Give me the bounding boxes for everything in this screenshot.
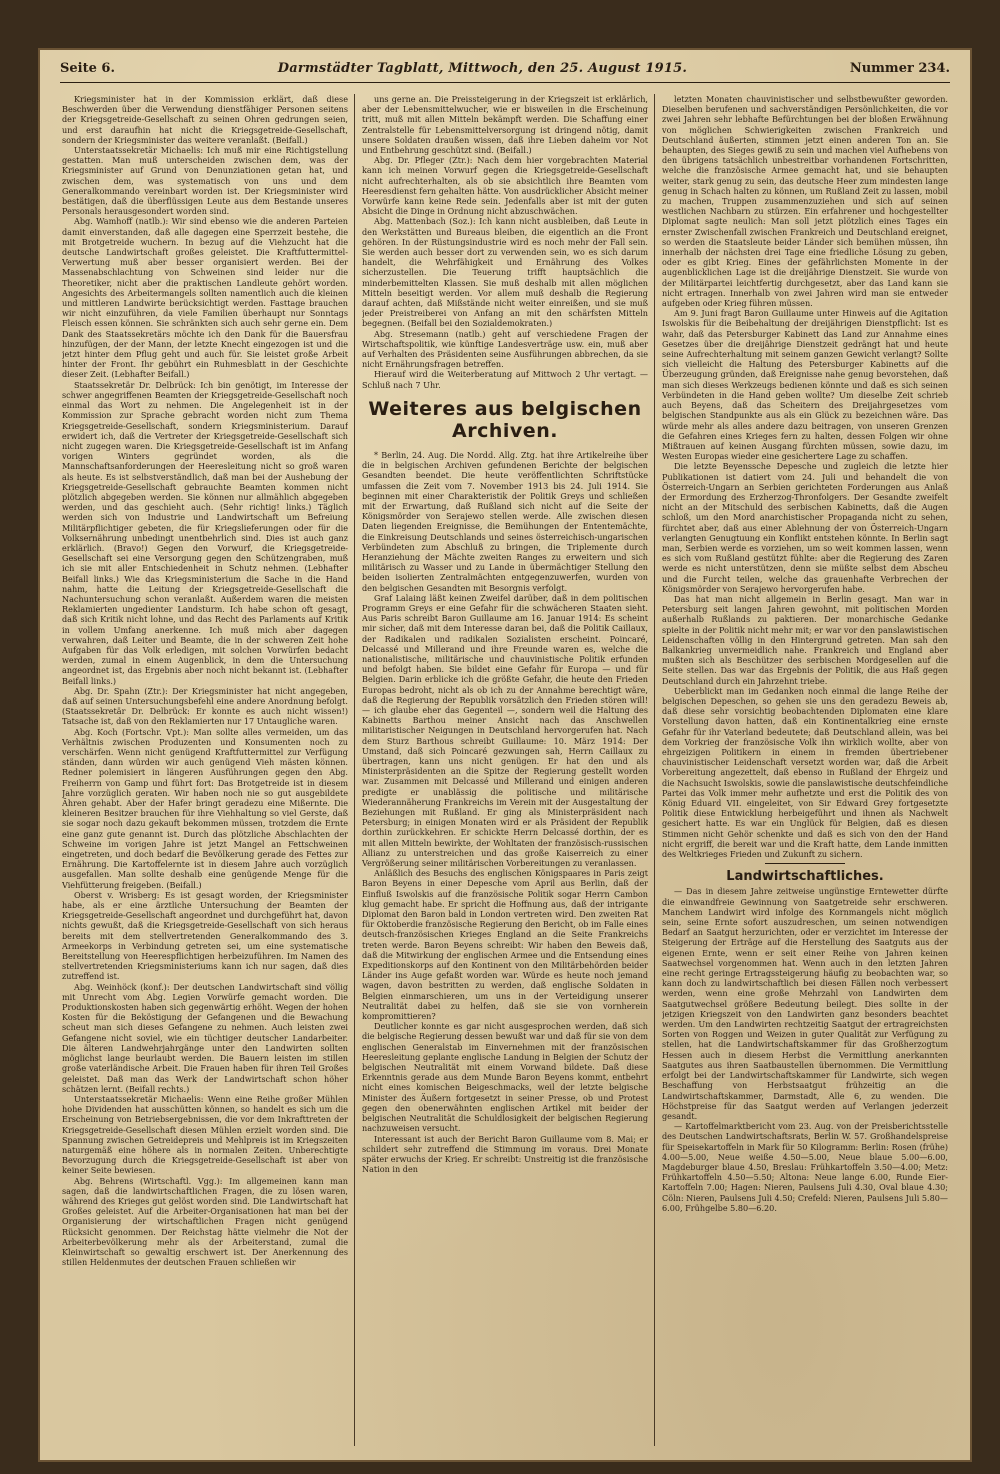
paragraph: uns gerne an. Die Preissteigerung in der Kriegszeit ist erklärlich, aber der Lebensmittelwucher, wie er bisweilen in die Erscheinung tritt, muß mit allen Mitteln bekämpft werden. Die Schaffung einer Zentralstelle für Lebensmittelversorgung ist dringend nötig, damit unsere Soldaten draußen wissen, daß ihre Lieben daheim vor Not und Entbehrung geschützt sind. (Beifall.) <box>362 94 648 156</box>
column-divider <box>654 94 655 1446</box>
paragraph: Graf Lalaing läßt keinen Zweifel darüber, daß in dem politischen Programm Greys er eine Gefahr für die schwächeren Staaten sieht. Aus Paris schreibt Baron Guillaume am 16. Januar 1914: Es scheint mir sicher, daß mit dem Interesse daran bei, daß die Politik Caillaux, der Radikalen und radikalen Sozialisten erscheint. Poincaré, Delcassé und Millerand und ihre Freunde waren es, welche die nationalistische, militärische und chauvinistische Politik erfunden und befolgt haben. Sie bildet eine Gefahr für Europa — und für Belgien. Darin erblicke ich die größte Gefahr, die heute den Frieden Europas bedroht, nicht als ob ich zu der Annahme berechtigt wäre, daß die Regierung der Republik vorsätzlich den Frieden stören will! — ich glaube eher das Gegenteil —, sondern weil die Haltung des Kabinetts Barthou meiner Ansicht nach das Anschwellen militaristischer Neigungen in Deutschland hervorgerufen hat. Nach dem Sturz Barthous schreibt Guillaume: 10. März 1914: Der Umstand, daß sich Poincaré gezwungen sah, Herrn Caillaux zu übertragen, kann uns nicht genügen. Er hat den und als Ministerpräsidenten an die Spitze der Regierung gestellt worden war. Zusammen mit Delcassé und Millerand und einigen anderen predigte er unablässig die politische und militärische Wiederannäherung Frankreichs im Verein mit der Ausgestaltung der Beziehungen mit Rußland. Er ging als Ministerpräsident nach Petersburg; in einigen Monaten wird er als Präsident der Republik dorthin zurückkehren. Er schickte Herrn Delcassé dorthin, der es mit allen Mitteln bewirkte, der Wohltaten der französisch-russischen Allianz zu unterstreichen und das große Kaiserreich zu einer Vergrößerung seiner militärischen Vorbereitungen zu veranlassen. <box>362 592 648 869</box>
section-heading: Landwirtschaftliches. <box>726 869 884 885</box>
paragraph: Hierauf wird die Weiterberatung auf Mittwoch 2 Uhr vertagt. — Schluß nach 7 Uhr. <box>362 369 648 390</box>
paragraph: * Berlin, 24. Aug. Die Nordd. Allg. Ztg. hat ihre Artikelreihe über die in belgischen Archiven gefundenen Berichte der belgischen Gesandten beendet. Die heute veröffentlichten Schriftstücke umfassen die Zeit vom 7. November 1913 bis 24. Juli 1914. Sie beginnen mit einer Charakteristik der Politik Greys und schließen mit der Erwartung, daß Rußland sich nicht auf die Seite der Königsmörder von Serajewo stellen werde. Alle zwischen diesen Daten liegenden Ereignisse, die Bemühungen der Ententemächte, die Einkreisung Deutschlands und seines österreichisch-ungarischen Verbündeten zum Abschluß zu bringen, die Triplemente durch Heranziehung der Mächte zweiten Ranges zu erweitern und sich militärisch zu Wasser und zu Lande in übermächtiger Stellung den beiden isolierten Zentralmächten entgegenzuwerfen, wurden von den belgischen Gesandten mit Besorgnis verfolgt. <box>362 449 648 593</box>
paragraph: Abg. Koch (Fortschr. Vpt.): Man sollte alles vermeiden, um das Verhältnis zwischen Produzenten und Konsumenten noch zu verschärfen. Wenn nicht genügend Kraftfuttermittel zur Verfügung ständen, dann würden wir auch genügend Vieh mästen können. Redner polemisiert in längeren Ausführungen gegen den Abg. Freiherrn von Gamp und führt fort: Das Brotgetreide ist in diesem Jahre vorzüglich geraten. Wir haben noch nie so gut ausgebildete Ähren gehabt. Aber der Hafer bringt geradezu eine Mißernte. Die kleineren Besitzer brauchen für ihre Viehhaltung so viel Gerste, daß sie sogar noch dazu gekauft bekommen müssen, trotzdem die Ernte eine ganz gute genannt ist. Durch das plötzliche Abschlachten der Schweine im vorigen Jahre ist jetzt Mangel an Fettschweinen eingetreten, und doch bedarf die Bevölkerung gerade des Fettes zur Ernährung. Die Kartoffelernte ist in diesem Jahre auch vorzüglich ausgefallen. Man sollte deshalb eine genügende Menge für die Viehfütterung freigeben. (Beifall.) <box>62 726 348 890</box>
paragraph: — Kartoffelmarktbericht vom 23. Aug. von der Preisberichtsstelle des Deutschen Landwirtschaftsrats, Berlin W. 57. Großhandelspreise für Speisekartoffeln in Mark für 50 Kilogramm: Berlin: Rosen (frühe) 4.00—5.00, Neue weiße 4.50—5.00, Neue blaue 5.00—6.00, Magdeburger blaue 4.50, Breslau: Frühkartoffeln 3.50—4.00; Metz: Frühkartoffeln 4.50—5.50; Altona: Neue lange 6.00, Runde Eier-Kartoffeln 7.00; Hagen: Nieren, Paulsens Juli 4.30, Oval blaue 4.30; Cöln: Nieren, Paulsens Juli 4.50; Crefeld: Nieren, Paulsens Juli 5.80—6.00, Frühgelbe 5.80—6.20. <box>662 1121 948 1213</box>
paragraph: Staatssekretär Dr. Delbrück: Ich bin genötigt, im Interesse der schwer angegriffenen Beamten der Kriegsgetreide-Gesellschaft noch einmal das Wort zu nehmen. Die Angelegenheit ist in der Kommission zur Sprache gebracht worden nicht zum Thema Kriegsgetreide-Gesellschaft, sondern Kriegsministerium. Darauf erwidert ich, daß die Vertreter der Kriegsgetreide-Gesellschaft sich nicht zugegen waren. Die Kriegsgetreide-Gesellschaft ist im Anfang vorigen Winters gegründet worden, als die Mannschaftsanforderungen der Heeresleitung nicht so groß waren als heute. Es ist selbstverständlich, daß man bei der Aushebung der Kriegsgetreide-Gesellschaft gebrauchte Beamten kommen nicht plötzlich abgegeben werden. Sie können nur allmählich abgegeben werden, und das geschieht auch. (Sehr richtig! links.) Täglich werden sich von Industrie und Landwirtschaft um Befreiung Militärpflichtiger gebeten, die für Kriegslieferungen oder für die Volksernährung unbedingt unentbehrlich sind. Dies ist auch ganz erklärlich. (Bravo!) Gegen den Vorwurf, die Kriegsgetreide-Gesellschaft sei eine Versorgung gegen den Schützengraben, muß ich sie mit aller Entschiedenheit in Schutz nehmen. (Lebhafter Beifall links.) Wie das Kriegsministerium die Sache in die Hand nahm, hatte die Leitung der Kriegsgetreide-Gesellschaft die Nachuntersuchung schon veranlaßt. Außerdem waren die meisten Reklamierten ungedienter Landsturm. Ich habe schon oft gesagt, daß sich Kritik nicht lohne, und das Recht des Parlaments auf Kritik in vollem Umfang anerkenne. Ich muß mich aber dagegen verwahren, daß Leiter und Beamte, die in der schweren Zeit hohe Aufgaben für das Volk erledigen, mit solchen Vorwürfen bedacht werden, zumal in einem Augenblick, in dem die Untersuchung angeordnet ist, das Ergebnis aber noch nicht bekannt ist. (Lebhafter Beifall links.) <box>62 379 348 686</box>
paragraph: Das hat man nicht allgemein in Berlin gesagt. Man war in Petersburg seit langen Jahren gewohnt, mit politischen Morden außerhalb Rußlands zu paktieren. Der monarchische Gedanke spielte in der Politik nicht mehr mit; er war vor den panslawistischen Leidenschaften völlig in den Hintergrund getreten. Man sah den Balkankrieg unvermeidlich nahe. Frankreich und England aber mußten sich als Beschützer des serbischen Mordgesellen auf die Seite stellen. Das war das Ergebnis der Politik, die aus Haß gegen Deutschland durch ein Jahrzehnt triebe. <box>662 593 948 686</box>
paragraph: Die letzte Beyenssche Depesche und zugleich die letzte hier Publikationen ist datiert vom 24. Juli und behandelt die von Österreich-Ungarn an Serbien gerichteten Forderungen aus Anlaß der Ermordung des Erzherzog-Thronfolgers. Der Gesandte zweifelt nicht an der Mitschuld des serbischen Kabinetts, daß die Augen schloß, um den Mord anarchistischer Propaganda nicht zu sehen, fürchtet aber, daß aus einer Ablehnung der von Österreich-Ungarn verlangten Genugtuung ein Konflikt entstehen könnte. In Berlin sagt man, Serbien werde es vorziehen, um so weit kommen lassen, wenn es sich vom Rußland gestützt fühlte: aber die Regierung des Zaren werde es nicht unterstützen, denn sie müßte selbst dem Abscheu und die Furcht teilen, welche das grauenhafte Verbrechen der Königsmörder von Serajewo hervorgerufen habe. <box>662 461 948 594</box>
section-divider <box>765 863 845 864</box>
issue-number: Nummer 234. <box>849 60 950 76</box>
paragraph: letzten Monaten chauvinistischer und selbstbewußter geworden. Dieselben berufenen und sachverständigen Persönlichkeiten, die vor zwei Jahren sehr lebhafte Befürchtungen bei der bloßen Erwähnung von möglichen Schwierigkeiten zwischen Frankreich und Deutschland äußerten, stimmen jetzt einen anderen Ton an. Sie behaupten, des Sieges gewiß zu sein und machen viel Aufhebens von den übrigens tatsächlich unbestreitbar vorhandenen Fortschritten, welche die französische Armee gemacht hat, und sie behaupten weiter, stark genug zu sein, das deutsche Heer zum mindesten lange genug in Schach halten zu können, um Rußland Zeit zu lassen, mobil zu machen, Truppen zusammenzuziehen und sich auf seinen westlichen Nachbarn zu stürzen. Ein erfahrener und hochgestellter Diplomat sagte neulich: Man soll jetzt plötzlich eines Tages ein ernster Zwischenfall zwischen Frankreich und Deutschland ereignet, so werden die Staatsleute beider Länder sich bemühen müssen, ihn innerhalb der nächsten drei Tage eine friedliche Lösung zu geben, oder es gibt Krieg. Eines der gefährlichsten Momente in der augenblicklichen Lage ist die dreijährige Dienstzeit. Sie wurde von der Militärpartei leichtfertig durchgesetzt, aber das Land kann sie nicht ertragen. Innerhalb von zwei Jahren wird man sie entweder aufgeben oder Krieg führen müssen. <box>662 94 948 309</box>
paragraph: Am 9. Juni fragt Baron Guillaume unter Hinweis auf die Agitation Iswolskis für die Beibehaltung der dreijährigen Dienstpflicht: Ist es wahr, daß das Petersburger Kabinett das Land zur Annahme eines Gesetzes über die dreijährige Dienstzeit gedrängt hat und heute seine Aufrechterhaltung mit seinem ganzen Gewicht verlangt? Sollte sich vielleicht die Haltung des Petersburger Kabinetts auf die Überzeugung gründen, daß Ereignisse nahe genug bevorstehen, daß man sich dieses Werkzeugs bedienen könnte und daß es sich seinen Verbündeten in die Hand geben wollte? Um dieselbe Zeit schrieb auch Beyens, daß das Scheitern des Dreijahrgesetzes vom belgischen Standpunkte aus als ein Glück zu bezeichnen wäre. Das würde mehr als alles andere dazu beitragen, von unseren Grenzen die Gefahren eines Krieges fern zu halten, dessen Folgen wir ohne Mißtrauen auf keinen Ausgang fürchten müssen, sowie dazu, im Westen Europas wieder eine gesichertere Lage zu schaffen. <box>662 308 948 462</box>
paragraph: Abg. Dr. Pfleger (Ztr.): Nach dem hier vorgebrachten Material kann ich meinen Vorwurf gegen die Kriegsgetreide-Gesellschaft nicht aufrechterhalten, als ob sie absichtlich ihre Beamten vom Heeresdienst fern gehalten hätte. Von ausdrücklicher Absicht meiner Vorwürfe kann keine Rede sein. Jedenfalls aber ist mit der guten Absicht die Dinge in Ordnung nicht abzuschwächen. <box>362 155 648 217</box>
paragraph: Unterstaatssekretär Michaelis: Ich muß mir eine Richtigstellung gestatten. Man muß unterscheiden zwischen dem, was der Kriegsminister auf Grund von Denunziationen getan hat, und zwischen dem, was systematisch von uns und dem Generalkommando vereinbart worden ist. Der Kriegsminister wird bestätigen, daß die überflüssigen Leute aus dem Bestande unseres Personals herausgesondert worden sind. <box>62 145 348 217</box>
paragraph: Oberst v. Wrisberg: Es ist gesagt worden, der Kriegsminister habe, als er eine ärztliche Untersuchung der Beamten der Kriegsgetreide-Gesellschaft angeordnet und durchgeführt hat, davon nichts gewußt, daß die Kriegsgetreide-Gesellschaft von sich heraus bereits mit dem stellvertretenden Generalkommando des 3. Armeekorps in Verbindung getreten sei, um eine systematische Bereitstellung von Heerespflichtigen herbeizuführen. Im Namen des stellvertretenden Kriegsministeriums kann ich nur sagen, daß dies zutreffend ist. <box>62 889 348 982</box>
newspaper-page <box>40 50 970 1460</box>
paragraph: Abg. Weinhöck (konf.): Der deutschen Landwirtschaft sind völlig mit Unrecht vom Abg. Legien Vorwürfe gemacht worden. Die Produktionskosten haben sich gegenwärtig erhöht. Wegen der hohen Kosten für die Beköstigung der Gefangenen und die Bewachung scheut man sich dieses Gefangene zu nehmen. Auch leisten zwei Gefangene nicht soviel, wie ein tüchtiger deutscher Landarbeiter. Die älteren Landwehrjahrgänge unter den Landwirten sollten möglichst lange beurlaubt werden. Die Bauern leisten im stillen große vaterländische Arbeit. Die Frauen haben für ihren Teil Großes geleistet. Daß man das Werk der Landwirtschaft schon höher schätzen lernt. (Beifall rechts.) <box>62 981 348 1094</box>
column-3 <box>662 94 948 1446</box>
paragraph: — Das in diesem Jahre zeitweise ungünstige Erntewetter dürfte die einwandfreie Gewinnung von Saatgetreide sehr erschweren. Manchem Landwirt wird infolge des Kornmangels nicht möglich sein, seine Ernte sofort auszudreschen, um seinen notwendigen Bedarf an Saatgut herzurichten, oder er verzichtet im Interesse der Steigerung der Erträge auf die Herstellung des Saatguts aus der eigenen Ernte, wenn er seit einer Reihe von Jahren keinen Saatwechsel vorgenommen hat. Wenn auch in den letzten Jahren eine recht geringe Ertragssteigerung häufig zu beobachten war, so kann doch zu landwirtschaftlich bei diesen Fällen noch verbessert werden, wenn eine große Mehrzahl von Landwirten dem Saatgutwechsel größere Bedeutung beilegt. Dies sollte in der jetzigen Kriegszeit von den Landwirten ganz besonders beachtet werden. Um den Landwirten rechtzeitig Saatgut der ertragreichsten Sorten von Roggen und Weizen in guter Qualität zur Verfügung zu stellen, hat die Landwirtschaftskammer für das Großherzogtum Hessen auch in diesem Herbst die Vermittlung anerkannten Saatgutes aus ihren Saatbaustellen übernommen. Die Vermittlung erfolgt bei der Landwirtschaftskammer für Landwirte, sich wegen Beschaffung von Herbstsaatgut frühzeitig an die Landwirtschaftskammer, Darmstadt, Alle 6, zu wenden. Die Höchstpreise für das Saatgut werden auf Verlangen jederzeit gesandt. <box>662 886 948 1121</box>
paragraph: Abg. Mattenbach (Soz.): Ich kann nicht ausbleiben, daß Leute in den Werkstätten und Bureaus bleiben, die eigentlich an die Front gehören. In der Rüstungsindustrie wird es noch mehr der Fall sein. Sie werden auch besser dort zu verwenden sein, wo es sich darum handelt, die Wehrfähigkeit und Ernährung des Volkes sicherzustellen. Die Teuerung trifft hauptsächlich die minderbemittelten Klassen. Sie muß deshalb mit allen möglichen Mitteln beseitigt werden. Vor allem muß deshalb die Regierung darauf achten, daß Mißstände nicht weiter einreißen, und sie muß jeder Preistreiberei von Anfang an mit den schärfsten Mitteln begegnen. (Beifall bei den Sozialdemokraten.) <box>362 216 648 329</box>
paragraph: Abg. Wamhoff (natlb.): Wir sind ebenso wie die anderen Parteien damit einverstanden, daß alle dagegen eine Sperrzeit bestehe, die mit Brotgetreide wuchern. In bezug auf die Viehzucht hat die deutsche Landwirtschaft großes geleistet. Die Kraftfuttermittel-Verwertung muß aber besser organisiert werden. Bei der Massenabschlachtung von Schweinen sind leider nur die Theoretiker, nicht aber die praktischen Landleute gehört worden. Angesichts des Arbeitermangels sollten namentlich auch die kleinen und mittleren Landwirte berücksichtigt werden. Fasttage brauchen wir nicht einzuführen, da viele Familien überhaupt nur Sonntags Fleisch essen können. Sie schränkten sich auch sehr gerne ein. Dem Dank des Staatssekretärs möchte ich den Dank für die Bauersfrau hinzufügen, der der Mann, der letzte Knecht eingezogen ist und die jetzt hinter dem Pflug geht und auch für. Sie leistet große Arbeit hinter der Front. Ihr gebührt ein Ruhmesblatt in der Geschichte dieser Zeit. (Lebhafter Beifall.) <box>62 216 348 380</box>
paragraph: Abg. Stresemann (natlb.) geht auf verschiedene Fragen der Wirtschaftspolitik, wie künftige Landesverträge usw. ein, muß aber auf Verhalten des Präsidenten seine Ausführungen abbrechen, da sie nicht Ernährungsfragen betreffen. <box>362 328 648 370</box>
page-number: Seite 6. <box>60 60 115 76</box>
paragraph: Unterstaatssekretär Michaelis: Wenn eine Reihe großer Mühlen hohe Dividenden hat ausschütten können, so handelt es sich um die Erscheinung von Betriebsergebnissen, die vor dem Inkrafttreten der Kriegsgetreide-Gesellschaft diesen Mühlen erzielt worden sind. Die Spannung zwischen Getreidepreis und Mehlpreis ist im Kriegszeiten naturgemäß eine höhere als in normalen Zeiten. Unberechtigte Bevorzugung durch die Kriegsgetreide-Gesellschaft ist aber von keiner Seite bewiesen. <box>62 1093 348 1176</box>
column-2 <box>362 94 648 1446</box>
column-divider <box>354 94 355 1446</box>
paragraph: Abg. Dr. Spahn (Ztr.): Der Kriegsminister hat nicht angegeben, daß auf seinen Untersuchungsbefehl eine andere Anordnung befolgt. (Staatssekretär Dr. Delbrück: Er konnte es auch nicht wissen!) Tatsache ist, daß von den Reklamierten nur 17 Untaugliche waren. <box>62 685 348 727</box>
paragraph: Ueberblickt man im Gedanken noch einmal die lange Reihe der belgischen Depeschen, so gehen sie uns den geradezu Beweis ab, daß diese sehr vorsichtig beobachtenden Diplomaten eine klare Vorstellung davon hatten, daß ein Kontinentalkrieg eine ernste Gefahr für ihr Vaterland bedeutete; daß Deutschland allein, was bei dem Vorkrieg der französische Volk ihn wirklich wollte, aber von ehrgeizigen Politikern in einem in fremden übertriebener chauvinistischer Leidenschaft versetzt worden war, daß die Arbeit Vorbereitung angezettelt, daß ebenso in Rußland der Ehrgeiz und die Nachsucht Iswolskis, sowie die panslawistische deutschfeindliche Partei das Volk immer mehr aufhetzte und erst die Politik des von König Eduard VII. eingeleitet, von Sir Edward Grey fortgesetzte Politik diese Entwicklung herbeigeführt und ihnen als Nachwelt gesichert hatte. Es war ein Unglück für Belgien, daß es diesen Stimmen nicht Gehör schenkte und daß es sich von den der Hand nicht ergriff, die bereit war und die Kraft hatte, dem Lande inmitten des Weltkrieges Frieden und Zukunft zu sichern. <box>662 685 948 860</box>
article-headline: Weiteres aus belgischen Archiven. <box>368 397 642 442</box>
paragraph: Anläßlich des Besuchs des englischen Königspaares in Paris zeigt Baron Beyens in einer Depesche vom April aus Berlin, daß der Einfluß Iswolskis auf die französische Politik sogar Herrn Cambon klug gemacht habe. Er spricht die Hoffnung aus, daß der intrigante Diplomat den Baron bald in London vertreten wird. Den zweiten Rat für Oktoberdie französische Regierung den Bericht, ob im Falle eines deutsch-französischen Krieges England an die Seite Frankreichs treten werde. Baron Beyens schreibt: Wir haben den Beweis daß, daß die Mitwirkung der englischen Armee und die Entsendung eines Expeditionskorps auf den Kontinent von den Militärbehörden beider Länder ins Auge gefaßt worden war. Würde es heute noch jemand wagen, davon bestritten zu werden, daß englische Soldaten in Belgien einmarschieren, um uns in der Verteidigung unserer Neutralität dabei zu helfen, daß sie sie von vornherein kompromittieren? <box>362 868 648 1022</box>
paragraph: Kriegsminister hat in der Kommission erklärt, daß diese Beschwerden über die Verwendung dienstfähiger Personen seitens der Kriegsgetreide-Gesellschaft zu seinen Ohren gedrungen seien, und erst daraufhin hat nicht die Kriegsgetreide-Gesellschaft, sondern der Kriegsminister das weitere veranlaßt. (Beifall.) <box>62 94 348 145</box>
page-header <box>60 58 950 83</box>
paragraph: Interessant ist auch der Bericht Baron Guillaume vom 8. Mai; er schildert sehr zutreffend die Stimmung im voraus. Drei Monate später erwuchs der Krieg. Er schreibt: Unstreitig ist die französische Nation in den <box>362 1133 648 1175</box>
masthead-line: Darmstädter Tagblatt, Mittwoch, den 25. August 1915. <box>277 60 688 76</box>
column-1 <box>62 94 348 1446</box>
paragraph: Abg. Behrens (Wirtschaftl. Vgg.): Im allgemeinen kann man sagen, daß die landwirtschaftlichen Fragen, die zu lösen waren, während des Krieges gut gelöst worden sind. Die Landwirtschaft hat Großes geleistet. Auf die Arbeiter-Organisationen hat man bei der Organisierung der wirtschaftlichen Fragen nicht genügend Rücksicht genommen. Der Reichstag hätte vielmehr die Not der Arbeiterbevölkerung mehr als der Arbeiterstand, zumal die Kleinwirtschaft so gewaltig erschwert ist. Der Anerkennung des stillen Heldenmutes der deutschen Frauen schließen wir <box>62 1175 348 1268</box>
paragraph: Deutlicher konnte es gar nicht ausgesprochen werden, daß sich die belgische Regierung dessen bewußt war und daß für sie von dem englischen Generalstab im Einvernehmen mit der französischen Heeresleitung geplante englische Landung in Belgien der Schutz der belgischen Neutralität mit einem Vorwand bildete. Daß diese Erkenntnis gerade aus dem Munde Baron Beyens kommt, entbehrt nicht eines komischen Beigeschmacks, weil der letzte belgische Minister des Äußern fortgesetzt in seiner Presse, ob und Protest gegen den obenerwähnten englischen Artikel mit beider der belgischen Neutralität die Schuldlosigkeit der belgischen Regierung nachzuweisen versucht. <box>362 1021 648 1134</box>
